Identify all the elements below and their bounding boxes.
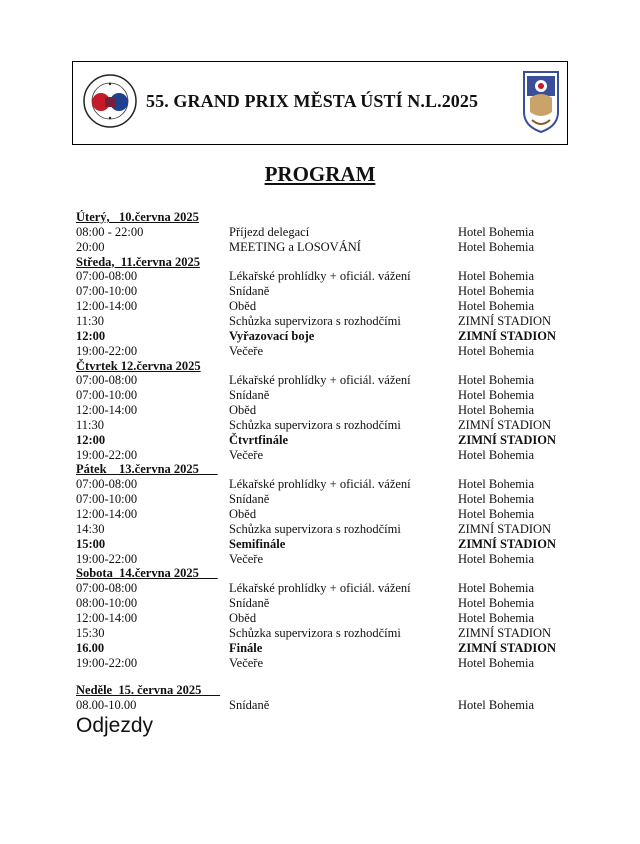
row-place: ZIMNÍ STADION <box>458 536 557 551</box>
schedule-row <box>76 492 576 507</box>
schedule-row <box>76 314 576 329</box>
row-event: Oběd <box>229 299 257 314</box>
row-place: Hotel Bohemia <box>458 239 535 254</box>
row-time: 11:30 <box>76 417 105 432</box>
row-event: Lékařské prohlídky + oficiál. vážení <box>229 581 411 596</box>
page-title: 55. GRAND PRIX MĚSTA ÚSTÍ N.L.2025 <box>146 91 479 111</box>
row-time: 12:00-14:00 <box>76 299 138 314</box>
row-event: Večeře <box>229 447 263 462</box>
row-time: 11:30 <box>76 313 105 328</box>
row-event: Vyřazovací boje <box>229 328 315 343</box>
schedule-row <box>76 581 576 596</box>
row-time: 07:00-10:00 <box>76 492 138 507</box>
row-event: Oběd <box>229 610 257 625</box>
city-crest-icon <box>522 68 560 134</box>
schedule-row <box>76 656 576 671</box>
schedule-row <box>76 388 576 403</box>
schedule-row <box>76 299 576 314</box>
row-event: Schůzka supervizora s rozhodčími <box>229 417 401 432</box>
row-time: 08.00-10.00 <box>76 698 137 713</box>
row-time: 07:00-08:00 <box>76 477 138 492</box>
header-box <box>72 61 568 145</box>
row-place: ZIMNÍ STADION <box>458 313 552 328</box>
grand-prix-logo-icon <box>83 74 137 128</box>
row-time: 20:00 <box>76 239 105 254</box>
schedule-row <box>76 225 576 240</box>
row-time: 08:00-10:00 <box>76 596 138 611</box>
row-place: Hotel Bohemia <box>458 403 535 418</box>
row-time: 19:00-22:00 <box>76 551 138 566</box>
schedule-row <box>76 240 576 255</box>
day-heading: Pátek 13.června 2025 <box>76 462 218 477</box>
row-event: Semifinále <box>229 536 286 551</box>
row-place: ZIMNÍ STADION <box>458 432 557 447</box>
row-time: 12:00-14:00 <box>76 507 138 521</box>
row-place: Hotel Bohemia <box>458 388 535 403</box>
row-event: Snídaně <box>229 698 270 713</box>
schedule-row <box>76 641 576 656</box>
row-place: ZIMNÍ STADION <box>458 417 552 432</box>
schedule-row <box>76 611 576 626</box>
schedule-row <box>76 596 576 611</box>
schedule-row <box>76 403 576 418</box>
row-time: 07:00-08:00 <box>76 581 138 596</box>
row-place: Hotel Bohemia <box>458 284 535 299</box>
schedule-row <box>76 477 576 492</box>
row-event: Lékařské prohlídky + oficiál. vážení <box>229 269 411 284</box>
row-event: Oběd <box>229 507 257 521</box>
row-time: 15:30 <box>76 625 105 640</box>
row-place: Hotel Bohemia <box>458 596 535 611</box>
day-heading: Sobota 14.června 2025 <box>76 566 218 581</box>
day-heading: Neděle 15. června 2025 <box>76 683 221 698</box>
row-place: Hotel Bohemia <box>458 492 535 507</box>
row-time: 07:00-10:00 <box>76 284 138 299</box>
row-place: Hotel Bohemia <box>458 507 535 521</box>
row-event: Večeře <box>229 551 263 566</box>
row-event: Večeře <box>229 655 263 670</box>
day-heading: Středa, 11.června 2025 <box>76 254 200 269</box>
row-time: 14:30 <box>76 521 105 536</box>
row-event: Lékařské prohlídky + oficiál. vážení <box>229 373 411 388</box>
row-time: 07:00-08:00 <box>76 269 138 284</box>
row-event: Schůzka supervizora s rozhodčími <box>229 625 401 640</box>
schedule-row <box>76 329 576 344</box>
row-place: ZIMNÍ STADION <box>458 521 552 536</box>
schedule-row <box>76 537 576 552</box>
row-place: Hotel Bohemia <box>458 373 535 388</box>
row-time: 16.00 <box>76 640 105 655</box>
row-place: Hotel Bohemia <box>458 447 535 462</box>
schedule-row <box>76 433 576 448</box>
row-event: Schůzka supervizora s rozhodčími <box>229 521 401 536</box>
row-event: MEETING a LOSOVÁNÍ <box>229 239 361 254</box>
schedule-row <box>76 448 576 463</box>
row-time: 19:00-22:00 <box>76 655 138 670</box>
row-place: Hotel Bohemia <box>458 224 535 239</box>
schedule-row <box>76 552 576 567</box>
row-event: Večeře <box>229 343 263 358</box>
row-place: ZIMNÍ STADION <box>458 328 557 343</box>
row-place: Hotel Bohemia <box>458 299 535 314</box>
row-event: Finále <box>229 640 263 655</box>
schedule-row <box>76 344 576 359</box>
row-event: Snídaně <box>229 492 270 507</box>
row-time: 07:00-08:00 <box>76 373 138 388</box>
row-event: Příjezd delegací <box>229 224 310 239</box>
schedule-row <box>76 269 576 284</box>
row-place: Hotel Bohemia <box>458 698 535 713</box>
row-event: Snídaně <box>229 388 270 403</box>
row-place: Hotel Bohemia <box>458 343 535 358</box>
day-heading: Čtvrtek 12.června 2025 <box>76 358 201 373</box>
schedule-row <box>76 418 576 433</box>
day-heading: Úterý, 10.června 2025 <box>76 210 199 224</box>
row-place: Hotel Bohemia <box>458 477 535 492</box>
schedule-row <box>76 284 576 299</box>
departures-note: Odjezdy <box>76 714 154 737</box>
row-time: 19:00-22:00 <box>76 447 138 462</box>
schedule-row <box>76 373 576 388</box>
row-event: Lékařské prohlídky + oficiál. vážení <box>229 477 411 492</box>
row-event: Snídaně <box>229 284 270 299</box>
row-place: Hotel Bohemia <box>458 551 535 566</box>
row-event: Schůzka supervizora s rozhodčími <box>229 313 401 328</box>
schedule-row <box>76 507 576 522</box>
row-time: 12:00 <box>76 432 106 447</box>
row-time: 15:00 <box>76 536 106 551</box>
row-time: 19:00-22:00 <box>76 343 138 358</box>
row-place: Hotel Bohemia <box>458 581 535 596</box>
row-time: 12:00-14:00 <box>76 610 138 625</box>
row-time: 12:00-14:00 <box>76 403 138 418</box>
program-heading: PROGRAM <box>264 162 376 186</box>
row-place: Hotel Bohemia <box>458 610 535 625</box>
row-time: 07:00-10:00 <box>76 388 138 403</box>
row-event: Oběd <box>229 403 257 418</box>
row-time: 08:00 - 22:00 <box>76 224 144 239</box>
schedule-row <box>76 698 576 713</box>
row-event: Čtvrtfinále <box>229 432 289 447</box>
row-place: Hotel Bohemia <box>458 269 535 284</box>
schedule-row <box>76 522 576 537</box>
schedule-row <box>76 626 576 641</box>
row-time: 12:00 <box>76 328 106 343</box>
row-place: Hotel Bohemia <box>458 655 535 670</box>
row-event: Snídaně <box>229 596 270 611</box>
row-place: ZIMNÍ STADION <box>458 640 557 655</box>
row-place: ZIMNÍ STADION <box>458 625 552 640</box>
